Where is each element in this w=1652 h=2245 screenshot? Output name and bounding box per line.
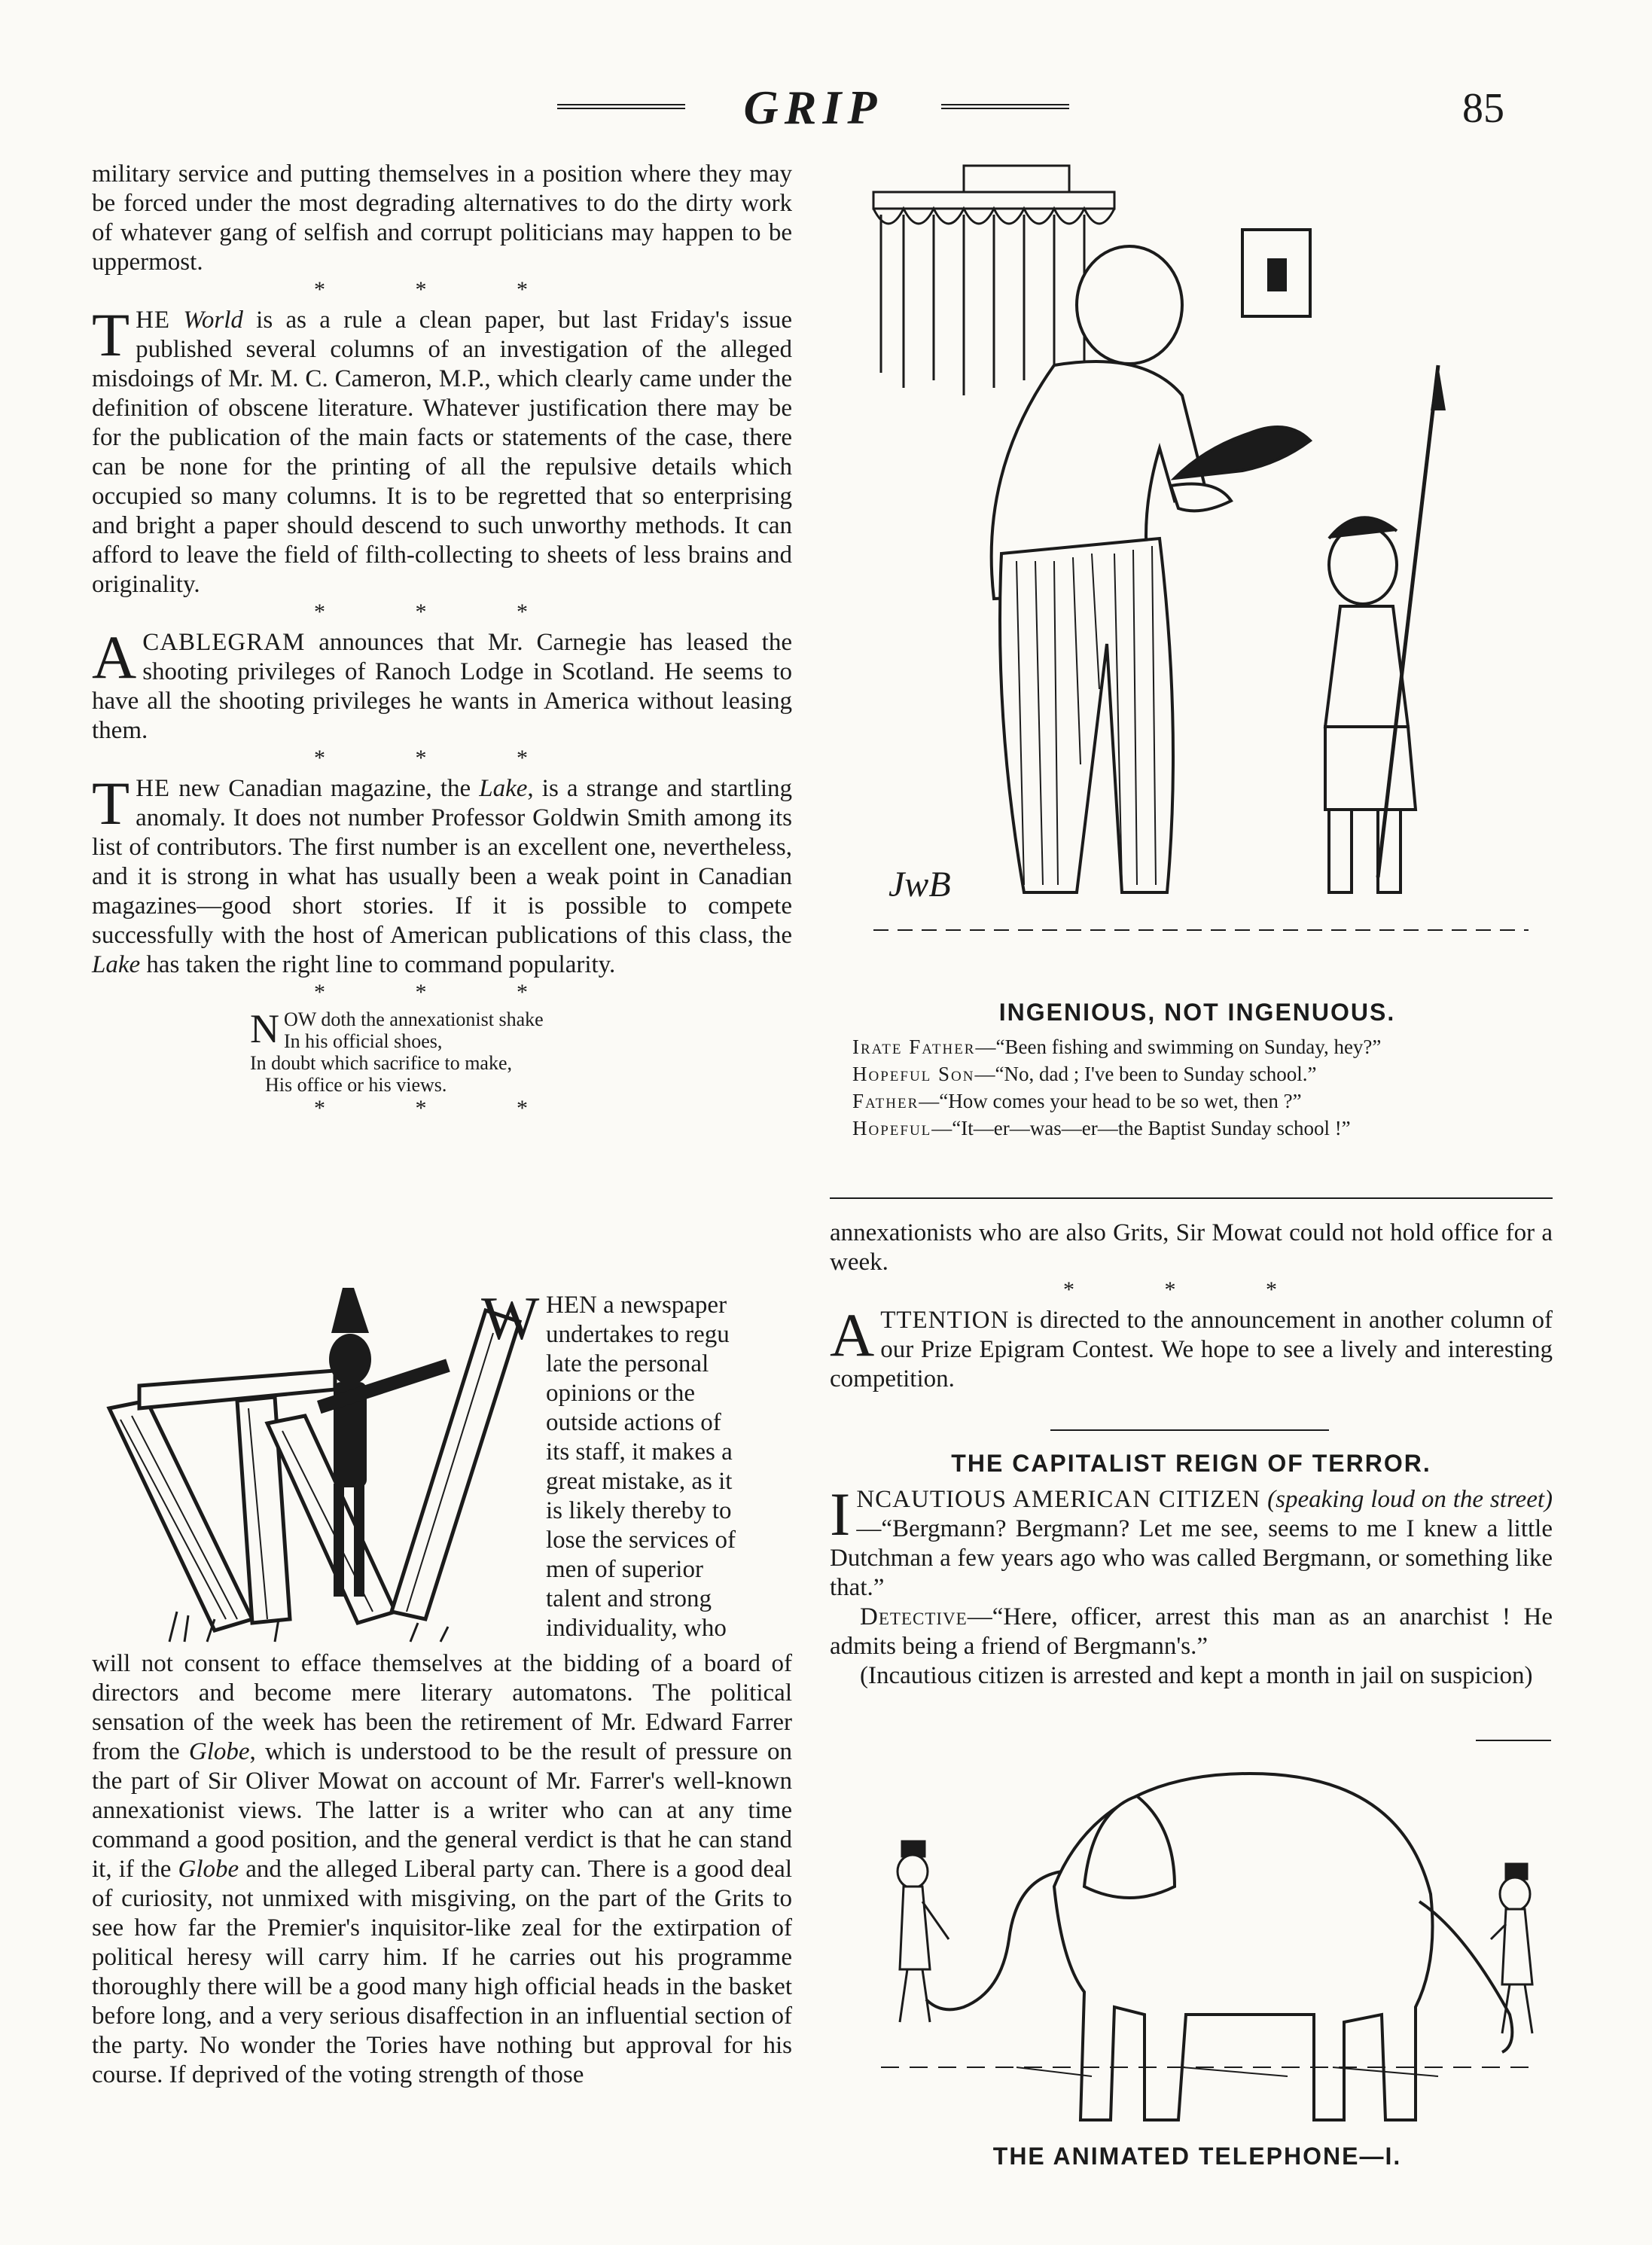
poem-line: In his official shoes, [284, 1030, 443, 1052]
drop-cap: A [92, 623, 137, 691]
story-text [830, 1480, 1553, 1691]
cartoon-dialogue [830, 1033, 1553, 1142]
text-line: opinions or the [546, 1380, 695, 1407]
section-stars: * * * [314, 980, 570, 1005]
detective-paragraph: Detective—“Here, officer, arrest this man as an anarchist ! He admits being a friend of Bergmann's.” [830, 1603, 1553, 1660]
paragraph-military: military service and putting themselves in a position where they may be forced under the most degrading alternatives to do the dirty work of whatever gang of selfish and corrupt politicians may happen to be uppermost. [92, 160, 792, 276]
dialogue-line: Irate Father—“Been fishing and swimming on Sunday, hey?” [852, 1036, 1382, 1058]
divider-rule [830, 1197, 1553, 1199]
paragraph-world: THE World is as a rule a clean paper, but last Friday's issue published several columns of an investigation of the alleged misdoings of Mr. M. C. Cameron, M.P., which clearly came under the definition of obscene literature. Whatever justification there may be for the publication of the main facts or statements of the case, there can be none for the printing of all the repulsive details which occupied so many columns. It is to be regretted that so enterprising and bright a paper should descend to such unworthy methods. It can afford to leave the field of filth-collecting to sheets of less brains and originality. [92, 300, 792, 598]
masthead [557, 81, 1069, 134]
text-line: individuality, who [546, 1615, 727, 1642]
left-column-upper [92, 160, 792, 1124]
cartoon-caption-telephone: THE ANIMATED TELEPHONE—I. [992, 2143, 1402, 2170]
poem-line: OW doth the annexationist shake [284, 1008, 544, 1030]
masthead-title: GRIP [743, 81, 883, 134]
poem-line: His office or his views. [265, 1074, 447, 1096]
drop-cap: T [92, 769, 130, 837]
father-son-cartoon [858, 162, 1544, 983]
poem-drop-cap: N [250, 1006, 279, 1051]
masthead-rule-right [941, 104, 1069, 111]
right-column-text [830, 1219, 1553, 1394]
newspaper-paragraph-narrow [481, 1284, 793, 1643]
section-stars: * * * [314, 746, 570, 770]
paragraph-cablegram: ACABLEGRAM announces that Mr. Carnegie has leased the shooting privileges of Ranoch Lodge in Scotland. He seems to have all the shooting privileges he wants in America without leasing them. [92, 623, 792, 744]
text-line: late the personal [546, 1350, 709, 1377]
dialogue-line: Hopeful Son—“No, dad ; I've been to Sunday school.” [852, 1063, 1317, 1085]
paragraph-annexationists: annexationists who are also Grits, Sir Mowat could not hold office for a week. [830, 1219, 1553, 1276]
poem-line: In doubt which sacrifice to make, [250, 1052, 512, 1074]
dialogue-line: Hopeful—“It—er—was—er—the Baptist Sunday school !” [852, 1117, 1351, 1139]
masthead-rule-left [557, 104, 685, 111]
cartoon-signature: JwB [888, 865, 951, 904]
text-line: talent and strong [546, 1585, 712, 1612]
text-line: is likely thereby to [546, 1497, 732, 1524]
section-stars: * * * [1063, 1277, 1319, 1302]
story-ending: (Incautious citizen is arrested and kept a month in jail on suspicion) [860, 1662, 1533, 1689]
story-title: THE CAPITALIST REIGN OF TERROR. [951, 1450, 1431, 1477]
text-line: great mistake, as it [546, 1468, 733, 1495]
cartoon-caption-ingenious: INGENIOUS, NOT INGENUOUS. [998, 999, 1396, 1026]
text-line: undertakes to regu [546, 1321, 730, 1348]
paragraph-farrer: will not consent to efface themselves at the bidding of a board of directors and become mere literary automatons. The political sensation of the week has been the retirement of Mr. Edward Farrer from the Globe, which is understood to be the result of pressure on the part of Sir Oliver Mowat on account of Mr. Farrer's well-known annexationist views. The latter is a writer who can at any time command a good position, and the general verdict is that he can stand it, if the Globe and the alleged Liberal party can. There is a good deal of curiosity, not unmixed with misgiving, on the part of the Grits to see how far the Premier's inquisitor-like zeal for the extirpation of political heresy will carry him. If he carries out his programme thoroughly there will be a good many high official heads in the basket before long, and a very serious disaffection in an influential section of the party. No wonder the Tories have nothing but approval for his course. If deprived of the voting strength of those [92, 1650, 792, 2088]
dialogue-line: Father—“How comes your head to be so wet, then ?” [852, 1090, 1302, 1112]
short-divider-rule [1050, 1429, 1329, 1431]
drop-cap: T [92, 300, 130, 369]
text-line: lose the services of [546, 1527, 736, 1554]
paragraph-attention: ATTENTION is directed to the announcement in another column of our Prize Epigram Contest. We hope to see a lively and interesting competition. [830, 1301, 1553, 1392]
page-number: 85 [1462, 85, 1504, 132]
text-line: its staff, it makes a [546, 1438, 733, 1466]
section-stars: * * * [314, 1096, 570, 1121]
short-rule [1476, 1740, 1551, 1741]
drop-cap: A [830, 1301, 875, 1369]
poem [250, 1008, 792, 1096]
fence-w-illustration [94, 1284, 540, 1649]
section-stars: * * * [314, 599, 570, 624]
text-line: outside actions of [546, 1409, 721, 1436]
text-line: men of superior [546, 1556, 703, 1583]
drop-cap: I [830, 1480, 851, 1548]
story-paragraph: INCAUTIOUS AMERICAN CITIZEN (speaking loud on the street)—“Bergmann? Bergmann? Let me see, seems to me I knew a little Dutchman a few years ago who was called Bergmann, or something like that.” [830, 1480, 1553, 1601]
drop-cap: W [481, 1284, 540, 1353]
text-line: HEN a newspaper [546, 1292, 727, 1319]
elephant-telephone-cartoon [866, 1751, 1551, 2135]
left-column-lower [92, 1649, 792, 2090]
section-stars: * * * [314, 277, 570, 302]
paragraph-lake-magazine: THE new Canadian magazine, the Lake, is a strange and startling anomaly. It does not number Professor Goldwin Smith among its list of contributors. The first number is an excellent one, nevertheless, and it is strong in what has usually been a weak point in Canadian magazines—good short stories. If it is possible to compete successfully with the host of American publications of this class, the Lake has taken the right line to command popularity. [92, 769, 792, 978]
